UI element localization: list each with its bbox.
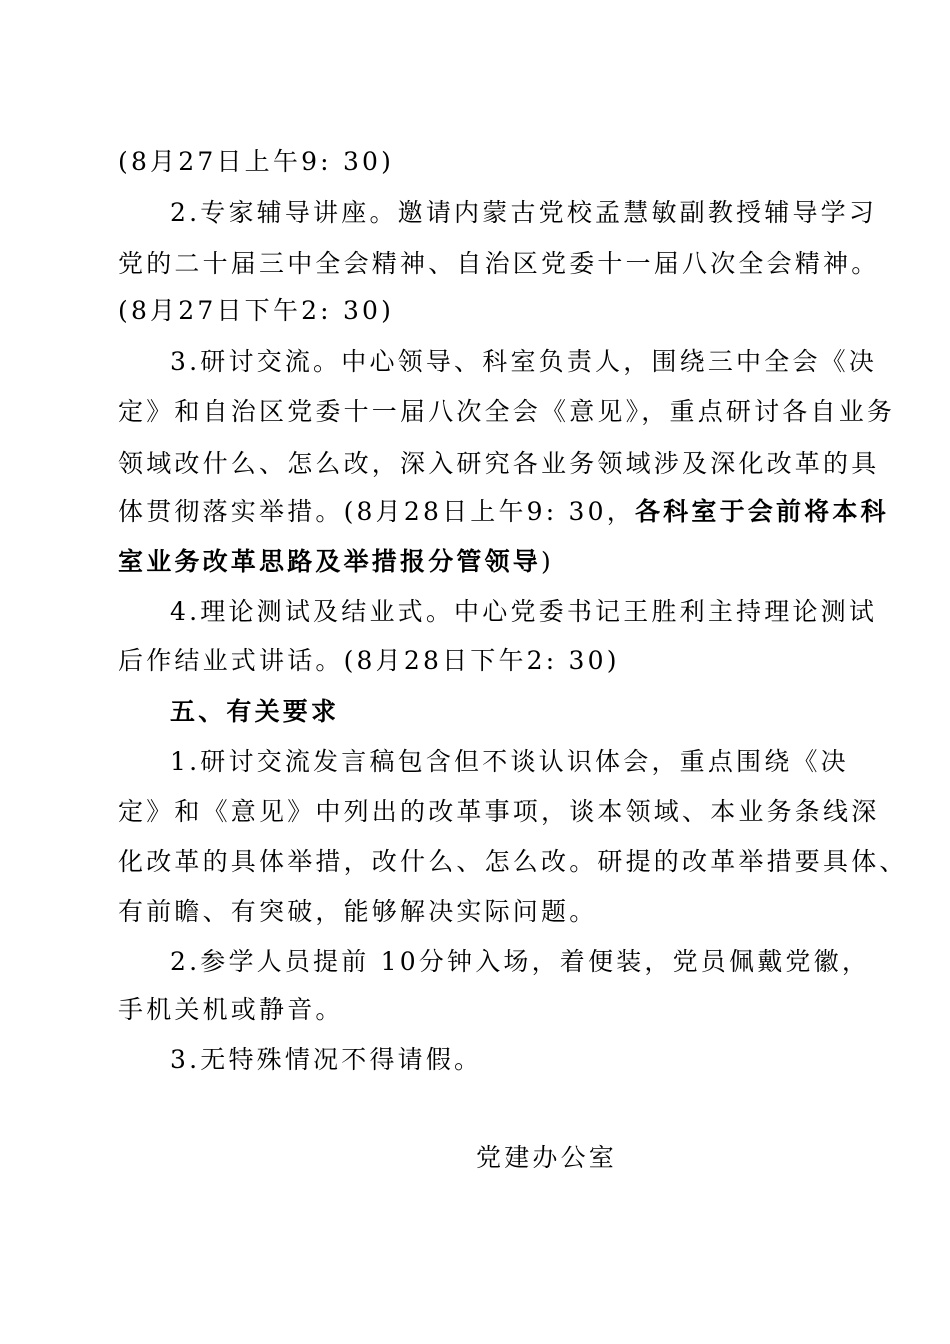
section-heading-requirements: 五、有关要求 xyxy=(170,697,340,726)
requirement-1-cont-3: 有前瞻、有突破，能够解决实际问题。 xyxy=(118,897,598,926)
item-discussion-cont-3 xyxy=(118,496,889,528)
requirement-1-cont-1: 定》和《意见》中列出的改革事项，谈本领域、本业务条线深 xyxy=(118,797,880,826)
requirement-1: 1.研讨交流发言稿包含但不谈认识体会，重点围绕《决 xyxy=(170,747,849,776)
item-discussion-cont-4 xyxy=(118,546,554,578)
schedule-time-3: 体贯彻落实举措。(8月28日上午9: 30， xyxy=(118,497,635,526)
schedule-time-2: (8月27日下午2: 30) xyxy=(118,296,395,325)
requirement-2-cont: 手机关机或静音。 xyxy=(118,995,344,1024)
bold-requirement-part-1: 各科室于会前将本科 xyxy=(634,497,889,526)
item-test-graduation: 4.理论测试及结业式。中心党委书记王胜利主持理论测试 xyxy=(170,597,878,626)
item-test-graduation-cont: 后作结业式讲话。(8月28日下午2: 30) xyxy=(118,646,620,675)
signature-office: 党建办公室 xyxy=(476,1143,618,1172)
item-expert-lecture-cont: 党的二十届三中全会精神、自治区党委十一届八次全会精神。 xyxy=(118,249,880,278)
schedule-time-1: (8月27日上午9: 30) xyxy=(118,147,395,176)
requirement-2: 2.参学人员提前 10分钟入场，着便装，党员佩戴党徽， xyxy=(170,947,871,976)
bold-requirement-part-2: 室业务改革思路及举措报分管领导 xyxy=(118,547,542,576)
item-expert-lecture: 2.专家辅导讲座。邀请内蒙古党校孟慧敏副教授辅导学习 xyxy=(170,198,878,227)
requirement-1-cont-2: 化改革的具体举措，改什么、怎么改。研提的改革举措要具体、 xyxy=(118,847,908,876)
closing-paren: ) xyxy=(541,547,554,576)
item-discussion-cont-1: 定》和自治区党委十一届八次全会《意见》，重点研讨各自业务 xyxy=(118,397,896,426)
item-discussion-cont-2: 领域改什么、怎么改，深入研究各业务领域涉及深化改革的具 xyxy=(118,449,880,478)
item-discussion: 3.研讨交流。中心领导、科室负责人，围绕三中全会《决 xyxy=(170,347,878,376)
requirement-3: 3.无特殊情况不得请假。 xyxy=(170,1045,483,1074)
